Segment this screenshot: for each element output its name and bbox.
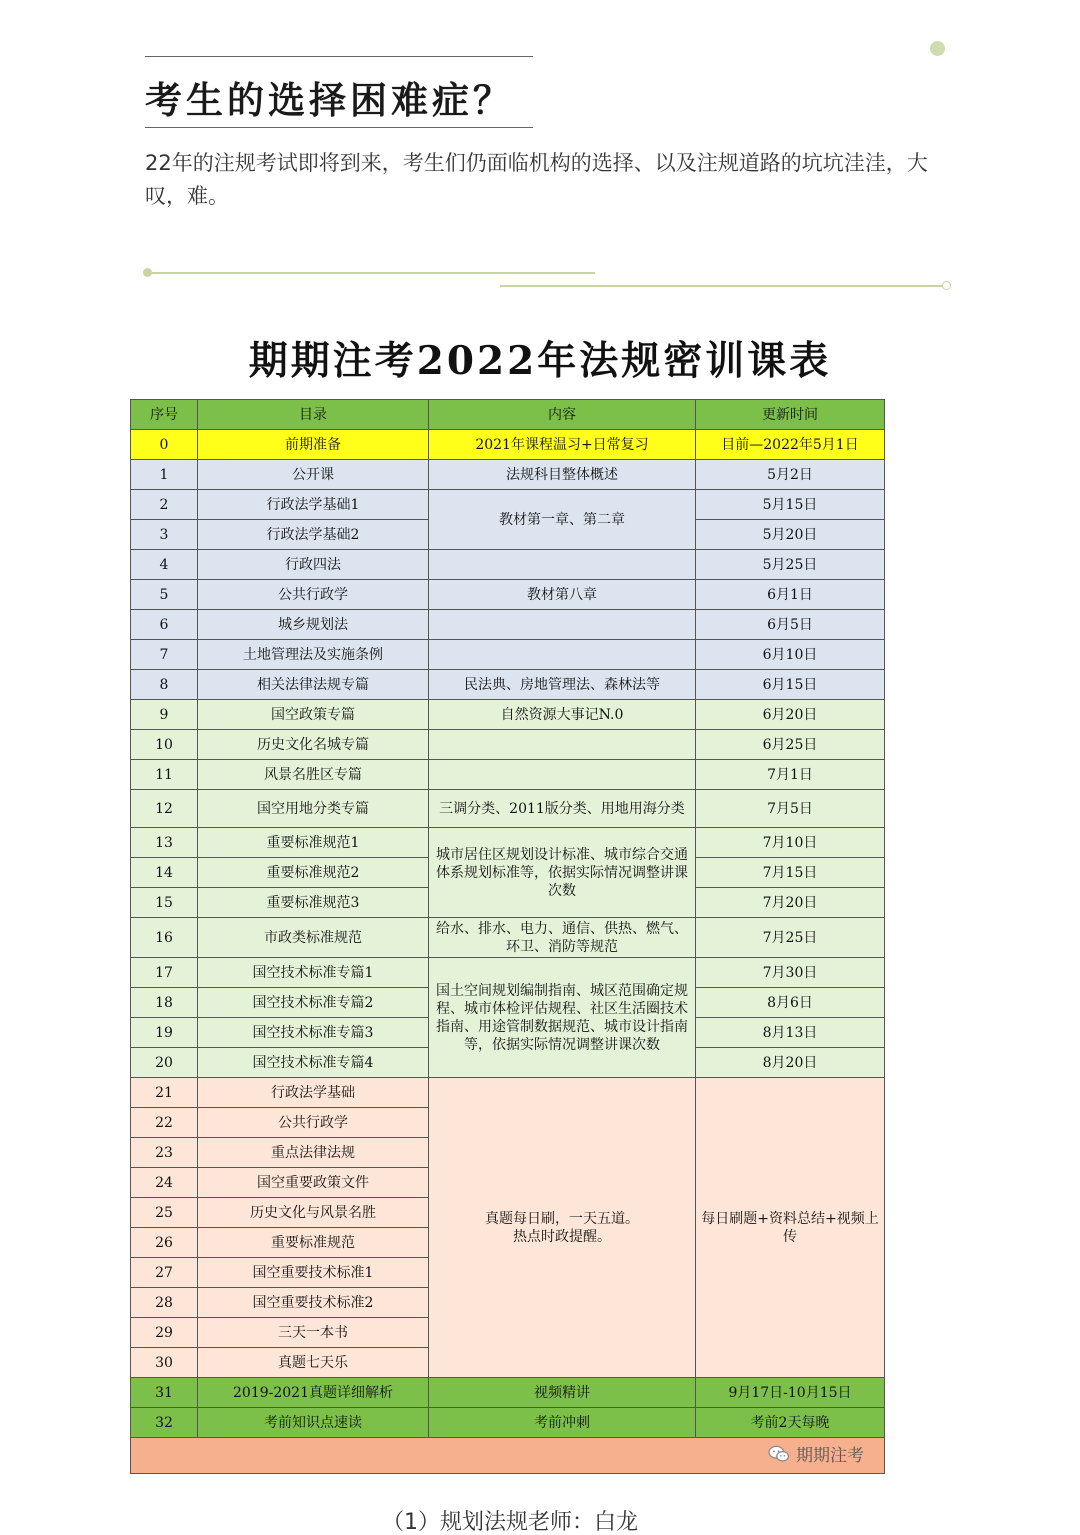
row-content: 国土空间规划编制指南、城区范围确定规程、城市体检评估规程、社区生活圈技术指南、用途管制数据规范、城市设计指南等，依据实际情况调整讲课次数 bbox=[429, 958, 696, 1078]
row-content: 视频精讲 bbox=[429, 1378, 696, 1408]
row-content: 民法典、房地管理法、森林法等 bbox=[429, 670, 696, 700]
row-topic: 行政法学基础1 bbox=[198, 490, 429, 520]
table-row bbox=[131, 640, 885, 670]
row-no: 9 bbox=[131, 700, 198, 730]
divider-line-lower bbox=[500, 285, 943, 287]
row-topic: 重要标准规范 bbox=[198, 1228, 429, 1258]
row-no: 5 bbox=[131, 580, 198, 610]
row-topic: 重点法律法规 bbox=[198, 1138, 429, 1168]
row-content: 2021年课程温习+日常复习 bbox=[429, 430, 696, 460]
row-no: 24 bbox=[131, 1168, 198, 1198]
watermark bbox=[768, 1441, 864, 1466]
row-no: 28 bbox=[131, 1288, 198, 1318]
row-topic: 风景名胜区专篇 bbox=[198, 760, 429, 790]
row-date: 每日刷题+资料总结+视频上传 bbox=[696, 1078, 885, 1378]
row-topic: 国空技术标准专篇4 bbox=[198, 1048, 429, 1078]
row-no: 15 bbox=[131, 888, 198, 918]
row-date: 6月1日 bbox=[696, 580, 885, 610]
row-date: 8月13日 bbox=[696, 1018, 885, 1048]
row-no: 19 bbox=[131, 1018, 198, 1048]
row-content: 真题每日刷，一天五道。 热点时政提醒。 bbox=[429, 1078, 696, 1378]
row-no: 25 bbox=[131, 1198, 198, 1228]
row-no: 17 bbox=[131, 958, 198, 988]
row-date: 5月2日 bbox=[696, 460, 885, 490]
row-topic: 国空技术标准专篇1 bbox=[198, 958, 429, 988]
row-no: 21 bbox=[131, 1078, 198, 1108]
schedule-table bbox=[130, 399, 885, 1474]
row-topic: 前期准备 bbox=[198, 430, 429, 460]
row-topic: 国空技术标准专篇3 bbox=[198, 1018, 429, 1048]
row-topic: 行政法学基础 bbox=[198, 1078, 429, 1108]
row-no: 7 bbox=[131, 640, 198, 670]
row-content: 三调分类、2011版分类、用地用海分类 bbox=[429, 790, 696, 828]
table-row bbox=[131, 760, 885, 790]
row-date: 6月10日 bbox=[696, 640, 885, 670]
watermark-text: 期期注考 bbox=[796, 1446, 864, 1466]
row-no: 2 bbox=[131, 490, 198, 520]
row-date: 7月10日 bbox=[696, 828, 885, 858]
row-date: 8月20日 bbox=[696, 1048, 885, 1078]
table-row bbox=[131, 828, 885, 858]
row-topic: 历史文化与风景名胜 bbox=[198, 1198, 429, 1228]
row-date: 6月5日 bbox=[696, 610, 885, 640]
row-date: 5月20日 bbox=[696, 520, 885, 550]
row-topic: 2019-2021真题详细解析 bbox=[198, 1378, 429, 1408]
table-row bbox=[131, 550, 885, 580]
row-no: 32 bbox=[131, 1408, 198, 1438]
row-date: 6月15日 bbox=[696, 670, 885, 700]
row-topic: 公共行政学 bbox=[198, 580, 429, 610]
table-header-row bbox=[131, 400, 885, 430]
row-no: 10 bbox=[131, 730, 198, 760]
row-topic: 行政法学基础2 bbox=[198, 520, 429, 550]
row-content bbox=[429, 640, 696, 670]
table-row bbox=[131, 730, 885, 760]
row-date: 7月30日 bbox=[696, 958, 885, 988]
intro-paragraph: 22年的注规考试即将到来，考生们仍面临机构的选择、以及注规道路的坑坑洼洼，大叹，难。 bbox=[145, 151, 928, 208]
table-row bbox=[131, 918, 885, 958]
row-content: 给水、排水、电力、通信、供热、燃气、环卫、消防等规范 bbox=[429, 918, 696, 958]
row-topic: 相关法律法规专篇 bbox=[198, 670, 429, 700]
row-no: 27 bbox=[131, 1258, 198, 1288]
row-topic: 国空重要技术标准2 bbox=[198, 1288, 429, 1318]
table-row bbox=[131, 1078, 885, 1108]
table-row bbox=[131, 958, 885, 988]
row-no: 23 bbox=[131, 1138, 198, 1168]
row-content bbox=[429, 550, 696, 580]
row-topic: 重要标准规范2 bbox=[198, 858, 429, 888]
row-content: 教材第一章、第二章 bbox=[429, 490, 696, 550]
row-date: 8月6日 bbox=[696, 988, 885, 1018]
row-date: 9月17日-10月15日 bbox=[696, 1378, 885, 1408]
row-date: 7月15日 bbox=[696, 858, 885, 888]
row-no: 4 bbox=[131, 550, 198, 580]
header-no: 序号 bbox=[131, 400, 198, 430]
table-row bbox=[131, 700, 885, 730]
row-topic: 国空重要技术标准1 bbox=[198, 1258, 429, 1288]
row-no: 20 bbox=[131, 1048, 198, 1078]
row-date: 7月1日 bbox=[696, 760, 885, 790]
row-content: 教材第八章 bbox=[429, 580, 696, 610]
row-no: 30 bbox=[131, 1348, 198, 1378]
table-row bbox=[131, 790, 885, 828]
row-topic: 土地管理法及实施条例 bbox=[198, 640, 429, 670]
row-no: 31 bbox=[131, 1378, 198, 1408]
row-no: 26 bbox=[131, 1228, 198, 1258]
row-content: 法规科目整体概述 bbox=[429, 460, 696, 490]
table-row bbox=[131, 670, 885, 700]
table-row bbox=[131, 610, 885, 640]
row-date: 7月20日 bbox=[696, 888, 885, 918]
row-no: 1 bbox=[131, 460, 198, 490]
decorative-dot bbox=[930, 41, 945, 56]
row-content bbox=[429, 760, 696, 790]
header-date: 更新时间 bbox=[696, 400, 885, 430]
row-topic: 重要标准规范3 bbox=[198, 888, 429, 918]
divider-dot-right bbox=[942, 281, 951, 290]
row-date: 考前2天每晚 bbox=[696, 1408, 885, 1438]
divider-line-upper bbox=[150, 272, 595, 274]
row-topic: 城乡规划法 bbox=[198, 610, 429, 640]
row-date: 5月25日 bbox=[696, 550, 885, 580]
table-row bbox=[131, 430, 885, 460]
row-date: 5月15日 bbox=[696, 490, 885, 520]
heading-top-rule bbox=[145, 56, 533, 57]
row-no: 12 bbox=[131, 790, 198, 828]
row-no: 16 bbox=[131, 918, 198, 958]
row-topic: 重要标准规范1 bbox=[198, 828, 429, 858]
row-topic: 市政类标准规范 bbox=[198, 918, 429, 958]
row-content bbox=[429, 610, 696, 640]
row-topic: 三天一本书 bbox=[198, 1318, 429, 1348]
row-topic: 真题七天乐 bbox=[198, 1348, 429, 1378]
row-topic: 公共行政学 bbox=[198, 1108, 429, 1138]
header-content: 内容 bbox=[429, 400, 696, 430]
page-heading: 考生的选择困难症？ bbox=[145, 79, 514, 122]
row-topic: 公开课 bbox=[198, 460, 429, 490]
row-no: 13 bbox=[131, 828, 198, 858]
table-row bbox=[131, 460, 885, 490]
row-topic: 国空重要政策文件 bbox=[198, 1168, 429, 1198]
row-no: 6 bbox=[131, 610, 198, 640]
row-topic: 行政四法 bbox=[198, 550, 429, 580]
table-row bbox=[131, 1408, 885, 1438]
row-date: 7月25日 bbox=[696, 918, 885, 958]
table-row bbox=[131, 490, 885, 520]
row-date: 6月25日 bbox=[696, 730, 885, 760]
row-no: 14 bbox=[131, 858, 198, 888]
row-topic: 国空用地分类专篇 bbox=[198, 790, 429, 828]
row-content bbox=[429, 730, 696, 760]
row-content: 考前冲刺 bbox=[429, 1408, 696, 1438]
table-row bbox=[131, 580, 885, 610]
image-caption: （1）规划法规老师：白龙 bbox=[382, 1510, 638, 1535]
row-no: 11 bbox=[131, 760, 198, 790]
row-content: 城市居住区规划设计标准、城市综合交通体系规划标准等，依据实际情况调整讲课次数 bbox=[429, 828, 696, 918]
row-date: 6月20日 bbox=[696, 700, 885, 730]
row-topic: 考前知识点速读 bbox=[198, 1408, 429, 1438]
row-topic: 历史文化名城专篇 bbox=[198, 730, 429, 760]
row-no: 29 bbox=[131, 1318, 198, 1348]
row-topic: 国空政策专篇 bbox=[198, 700, 429, 730]
row-date: 目前—2022年5月1日 bbox=[696, 430, 885, 460]
schedule-title: 期期注考2022年法规密训课表 bbox=[248, 338, 832, 384]
row-no: 3 bbox=[131, 520, 198, 550]
wechat-icon bbox=[768, 1445, 790, 1463]
header-topic: 目录 bbox=[198, 400, 429, 430]
row-no: 8 bbox=[131, 670, 198, 700]
row-no: 0 bbox=[131, 430, 198, 460]
row-no: 22 bbox=[131, 1108, 198, 1138]
row-topic: 国空技术标准专篇2 bbox=[198, 988, 429, 1018]
row-content: 自然资源大事记N.0 bbox=[429, 700, 696, 730]
heading-bottom-rule bbox=[145, 127, 533, 128]
row-date: 7月5日 bbox=[696, 790, 885, 828]
row-no: 18 bbox=[131, 988, 198, 1018]
table-row bbox=[131, 1378, 885, 1408]
